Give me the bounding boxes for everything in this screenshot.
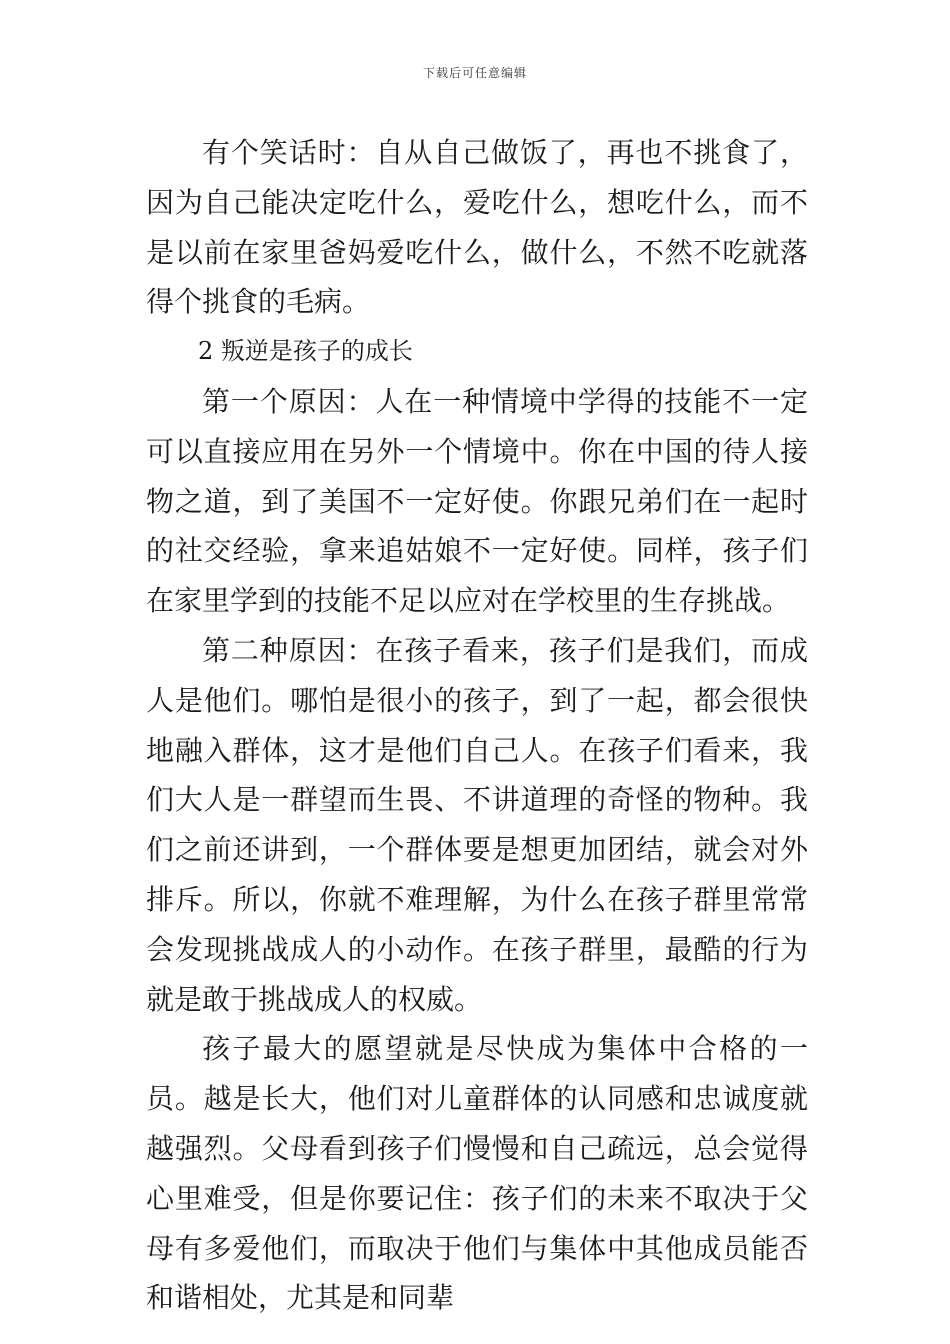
paragraph-child-wish: 孩子最大的愿望就是尽快成为集体中合格的一员。越是长大，他们对儿童群体的认同感和忠诚度就越强烈。父母看到孩子们慢慢和自己疏远，总会觉得心里难受，但是你要记住：孩子们的未来不取决于父母有多爱他们，而取决于他们与集体中其他成员能否和谐相处，尤其是和同辈	[146, 1032, 808, 1315]
page-header-note: 下载后可任意编辑	[422, 66, 527, 80]
paragraph-first-reason: 第一个原因：人在一种情境中学得的技能不一定可以直接应用在另外一个情境中。你在中国的待人接物之道，到了美国不一定好使。你跟兄弟们在一起时的社交经验，拿来追姑娘不一定好使。同样，孩子们在家里学到的技能不足以应对在学校里的生存挑战。	[146, 384, 808, 618]
paragraph-joke: 有个笑话时：自从自己做饭了，再也不挑食了，因为自己能决定吃什么，爱吃什么，想吃什么，而不是以前在家里爸妈爱吃什么，做什么，不然不吃就落得个挑食的毛病。	[146, 136, 808, 319]
section-heading: 2 叛逆是孩子的成长	[198, 337, 413, 366]
document-body	[146, 128, 808, 1323]
paragraph-second-reason: 第二种原因：在孩子看来，孩子们是我们，而成人是他们。哪怕是很小的孩子，到了一起，都会很快地融入群体，这才是他们自己人。在孩子们看来，我们大人是一群望而生畏、不讲道理的奇怪的物种。我们之前还讲到，一个群体要是想更加团结，就会对外排斥。所以，你就不难理解，为什么在孩子群里常常会发现挑战成人的小动作。在孩子群里，最酷的行为就是敢于挑战成人的权威。	[146, 633, 808, 1016]
